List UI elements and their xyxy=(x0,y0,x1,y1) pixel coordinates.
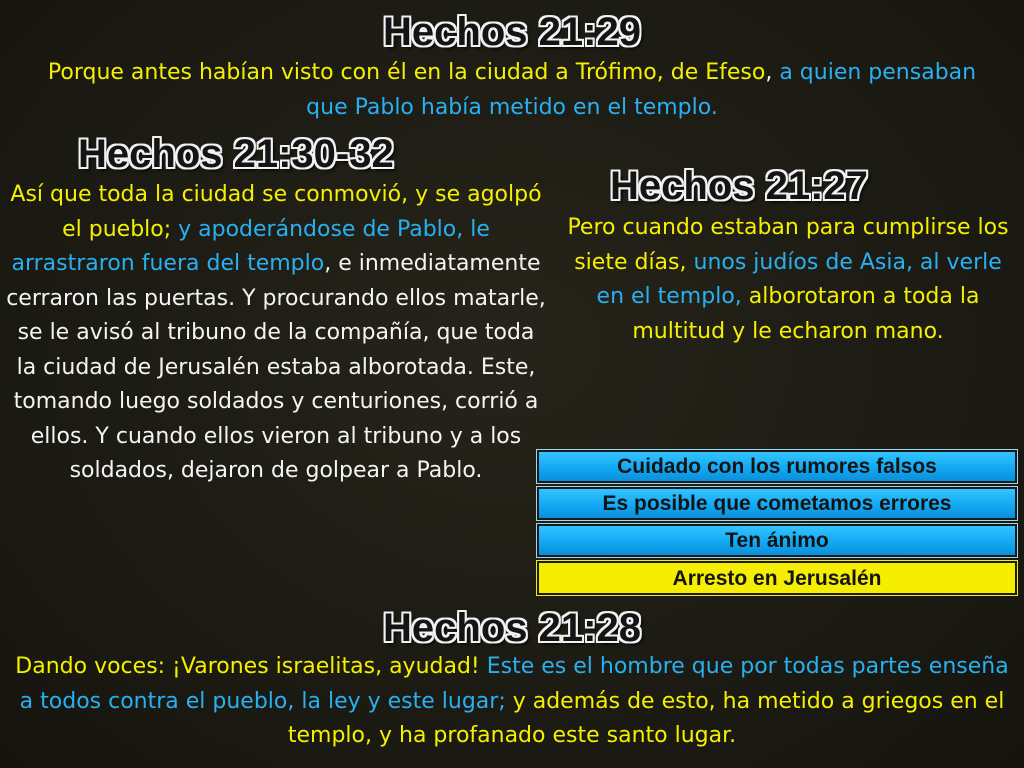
verse-text-21-29 xyxy=(30,56,994,125)
heading-hechos-21-27: Hechos 21:27 xyxy=(610,164,868,208)
verse-text-21-30-32 xyxy=(6,178,546,489)
verse-segment: , e inmediatamente cerraron las puertas. Y procurando ellos matarle, se le avisó al tribuno de la compañía, que toda la ciudad de Jerusalén estaba alborotada. Este, tomando luego soldados y centuriones, corrió a ellos. Y cuando ellos vieron al tribuno y a los soldados, dejaron de golpear a Pablo. xyxy=(6,251,546,483)
verse-segment: Este es el hombre que por todas partes enseña a todos contra el pueblo, la ley y este lugar; xyxy=(19,654,1009,714)
lesson-box-rumores: Cuidado con los rumores falsos xyxy=(537,450,1017,483)
heading-hechos-21-30-32: Hechos 21:30-32 xyxy=(78,132,394,176)
verse-segment: Porque antes habían visto con él en la ciudad a Trófimo, de Efeso xyxy=(47,60,766,85)
verse-segment: a quien pensaban que Pablo había metido en el templo. xyxy=(306,60,977,120)
verse-segment: unos judíos de Asia, al verle en el templo, xyxy=(596,249,1002,309)
verse-segment: Así que toda la ciudad se conmovió, y se agolpó el pueblo; xyxy=(10,182,542,242)
lesson-box-arresto: Arresto en Jerusalén xyxy=(537,561,1017,595)
lesson-box-errores: Es posible que cometamos errores xyxy=(537,487,1017,520)
verse-segment: y además de esto, ha metido a griegos en el templo, y ha profanado este santo lugar. xyxy=(287,688,1005,748)
verse-segment: Pero cuando estaban para cumplirse los siete días, xyxy=(567,215,1009,275)
verse-segment: alborotaron a toda la multitud y le echaron mano. xyxy=(632,284,980,344)
heading-hechos-21-28: Hechos 21:28 xyxy=(383,606,641,650)
heading-hechos-21-29: Hechos 21:29 xyxy=(383,10,641,54)
verse-segment: , xyxy=(765,60,773,85)
verse-segment: Dando voces: ¡Varones israelitas, ayudad! xyxy=(15,654,487,679)
verse-segment: y apoderándose de Pablo, le arrastraron fuera del templo xyxy=(11,216,490,276)
verse-text-21-27 xyxy=(560,211,1016,349)
verse-text-21-28 xyxy=(6,650,1018,754)
lesson-box-animo: Ten ánimo xyxy=(537,524,1017,557)
